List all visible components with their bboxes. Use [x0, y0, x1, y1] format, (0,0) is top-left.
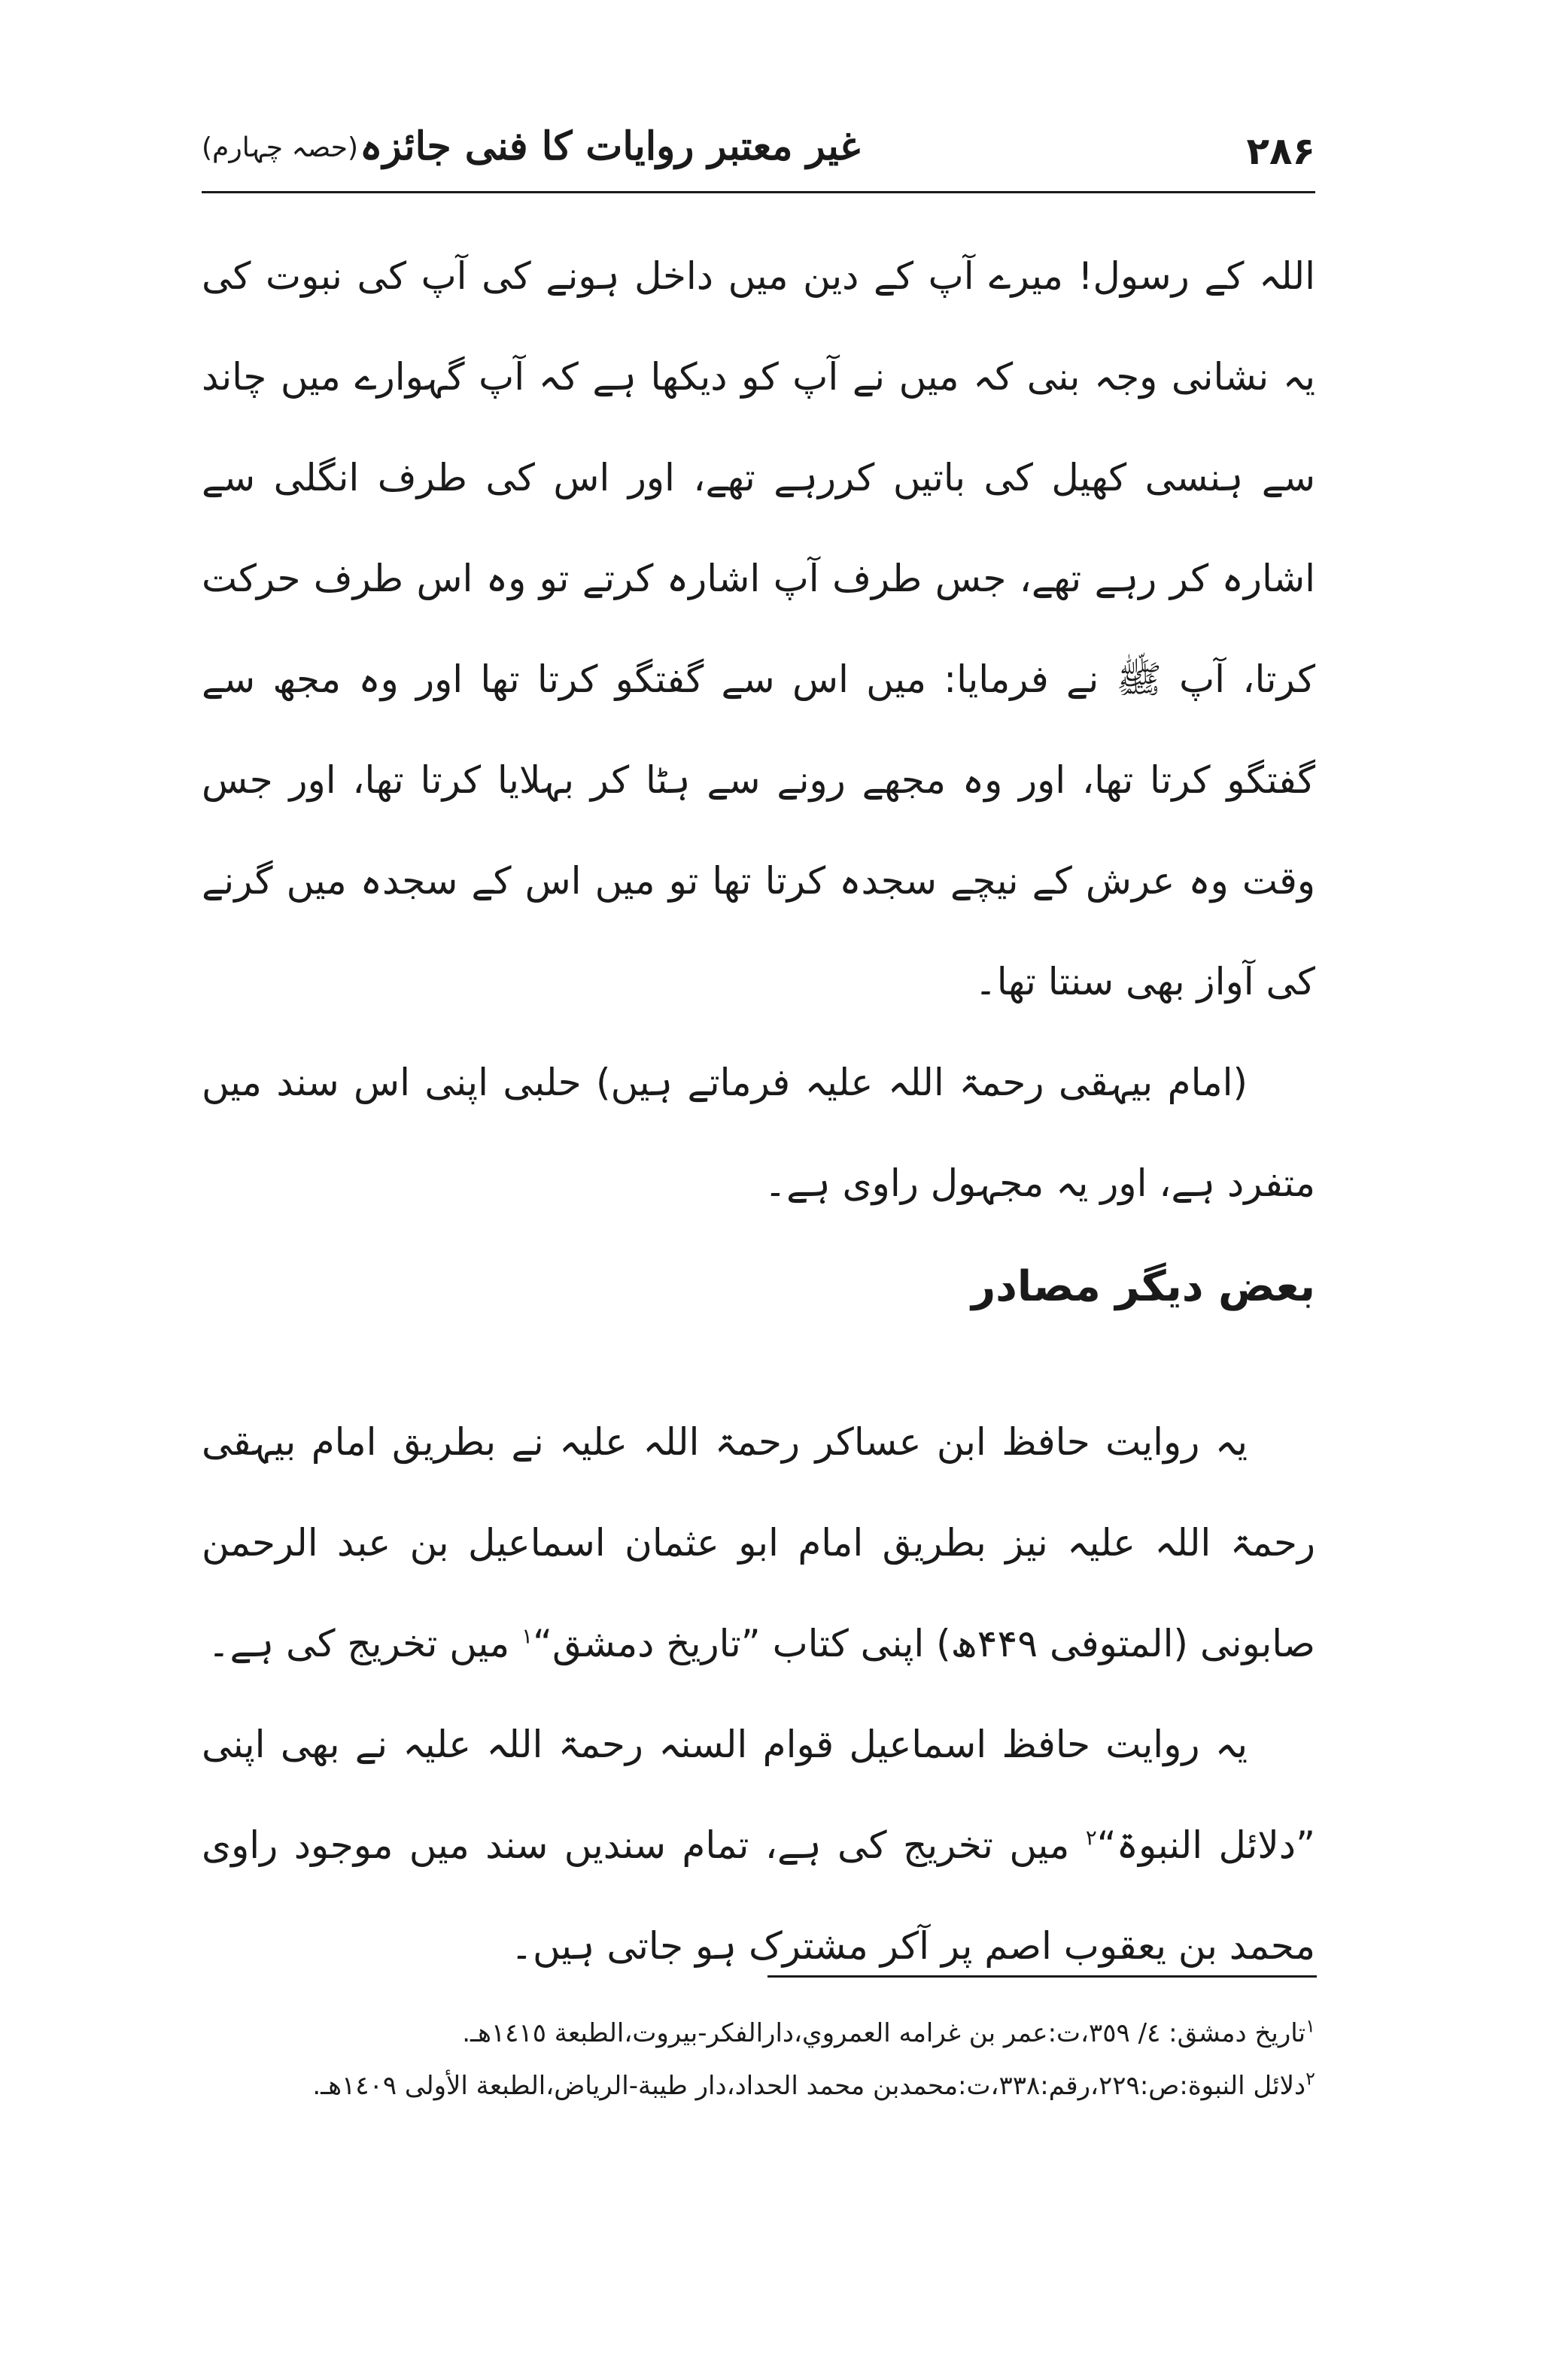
paragraph-2: (امام بیہقی رحمۃ اللہ علیہ فرماتے ہیں) حلبی اپنی اس سند میں متفرد ہے، اور یہ مجہول راوی ہے۔ [202, 1061, 1315, 1205]
footnote-mark-1: ۱ [1305, 2015, 1315, 2037]
footnote-rule [767, 1975, 1317, 1978]
section-heading: بعض دیگر مصادر [971, 1262, 1315, 1311]
footnote-text-1: تاريخ دمشق: ٤/ ٣٥٩،ت:عمر بن غرامه العمروي،دارالفكر-بيروت،الطبعة ١٤١٥هـ. [462, 2018, 1306, 2048]
footnote-2 [202, 2060, 1315, 2112]
paragraph-4 [202, 1694, 1315, 1996]
footnote-text-2: دلائل النبوة:ص:٢٢٩،رقم:٣٣٨،ت:محمدبن محمد الحداد،دار طيبة-الرياض،الطبعة الأولى ١٤٠٩هـ. [312, 2071, 1306, 2101]
main-text [202, 226, 1315, 1996]
page-number: ۲۸۶ [1246, 129, 1315, 173]
paragraph-1: اللہ کے رسول! میرے آپ کے دین میں داخل ہونے کی آپ کی نبوت کی یہ نشانی وجہ بنی کہ میں نے آپ کو دیکھا ہے کہ آپ گہوارے میں چاند سے ہنسی کھیل کی باتیں کررہے تھے، اور اس کی طرف انگلی سے اشارہ کر رہے تھے، جس طرف آپ اشارہ کرتے تو وہ اس طرف حرکت کرتا، آپ ﷺ نے فرمایا: میں اس سے گفتگو کرتا تھا اور وہ مجھ سے گفتگو کرتا تھا، اور وہ مجھے رونے سے ہٹا کر بہلایا کرتا تھا، اور جس وقت وہ عرش کے نیچے سجدہ کرتا تھا تو میں اس کے سجدہ میں گرنے کی آواز بھی سنتا تھا۔ [202, 254, 1315, 1003]
paragraph-4-text: یہ روایت حافظ اسماعیل قوام السنہ رحمۃ اللہ علیہ نے بھی اپنی ”دلائل النبوۃ“ [202, 1723, 1315, 1867]
header-rule [202, 191, 1315, 193]
paragraph-3-text: یہ روایت حافظ ابن عساکر رحمۃ اللہ علیہ نے بطریق امام بیہقی رحمۃ اللہ علیہ نیز بطریق امام ابو عثمان اسماعیل بن عبد الرحمن صابونی (المتوفی ۴۴۹ھ) اپنی کتاب ”تاریخ دمشق“ [202, 1420, 1315, 1665]
paragraph-3 [202, 1392, 1315, 1694]
footnote-1 [202, 2007, 1315, 2060]
paragraph-3-end: میں تخریج کی ہے۔ [208, 1622, 522, 1665]
footnote-mark-2: ۲ [1305, 2068, 1315, 2090]
paragraph-4-end: میں تخریج کی ہے، تمام سندیں سند میں موجود راوی محمد بن یعقوب اصم پر آکر مشترک ہو جاتی ہیں۔ [202, 1823, 1315, 1968]
footnote-ref-1: ۱ [521, 1623, 533, 1649]
running-header [202, 113, 1315, 188]
footnote-ref-2: ۲ [1085, 1825, 1097, 1850]
section-label: (حصہ چہارم) [202, 132, 359, 163]
footnotes [202, 2007, 1315, 2112]
book-title: غیر معتبر روایات کا فنی جائزہ [360, 123, 861, 169]
